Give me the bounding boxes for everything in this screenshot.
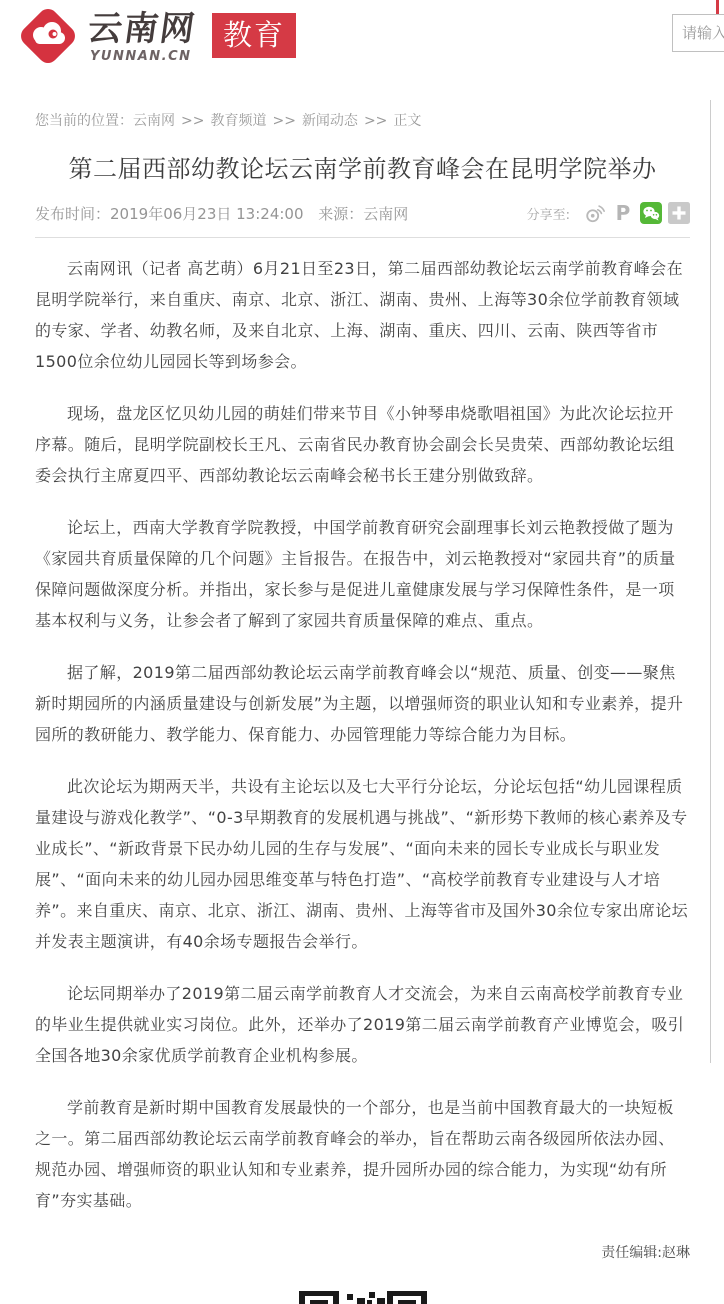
more-share-icon[interactable]	[668, 202, 690, 224]
breadcrumb-item-current: 正文	[393, 113, 422, 129]
article-paragraph: 学前教育是新时期中国教育发展最快的一个部分，也是当前中国教育最大的一块短板之一。第二届西部幼教论坛云南学前教育峰会的举办，旨在帮助云南各级园所依法办园、规范办园、增强师资的职业认知和专业素养，提升园所办园的综合能力，为实现“幼有所育”夯实基础。	[35, 1098, 675, 1210]
meta-divider	[35, 237, 690, 238]
article-paragraph: 现场，盘龙区忆贝幼儿园的萌娃们带来节目《小钟琴串烧歌唱祖国》为此次论坛拉开序幕。随后，昆明学院副校长王凡、云南省民办教育协会副会长吴贵荣、西部幼教论坛组委会执行主席夏四平、西部幼教论坛云南峰会秘书长王建分别做致辞。	[35, 404, 675, 485]
site-header	[0, 0, 724, 96]
p-share-icon[interactable]: P	[615, 201, 631, 225]
article-body	[35, 253, 690, 1216]
channel-badge-education[interactable]: 教育	[212, 13, 296, 58]
breadcrumb-item-news[interactable]: 新闻动态	[301, 113, 358, 129]
source-name: 云南网	[363, 204, 409, 223]
article-paragraph: 云南网讯（记者 高艺萌）6月21日至23日，第二届西部幼教论坛云南学前教育峰会在昆明学院举行，来自重庆、南京、北京、浙江、湖南、贵州、上海等30余位学前教育领域的专家、学者、幼教名师，及来自北京、上海、湖南、重庆、四川、云南、陕西等省市1500位余位幼儿园园长等到场参会。	[35, 259, 683, 371]
page-title: 第二届西部幼教论坛云南学前教育峰会在昆明学院举办	[68, 155, 657, 183]
publish-time: 2019年06月23日 13:24:00	[110, 204, 304, 223]
header-red-accent	[716, 0, 719, 14]
source-label: 来源：	[318, 204, 364, 223]
search-input[interactable]	[672, 14, 724, 52]
qr-code-image	[299, 1288, 427, 1304]
breadcrumb-item-channel[interactable]: 教育频道	[210, 113, 267, 129]
article-meta	[35, 203, 408, 224]
article-paragraph: 此次论坛为期两天半，共设有主论坛以及七大平行分论坛，分论坛包括“幼儿园课程质量建设与游戏化教学”、“0-3早期教育的发展机遇与挑战”、“新形势下教师的核心素养及专业成长”、“新政背景下民办幼儿园的生存与发展”、“面向未来的园长专业成长与职业发展”、“面向未来的幼儿园办园思维变革与特色打造”、“高校学前教育专业建设与人才培养”。来自重庆、南京、北京、浙江、湖南、贵州、上海等省市及国外30余位专家出席论坛并发表主题演讲，有40余场专题报告会举行。	[35, 777, 689, 951]
share-label: 分享至:	[526, 207, 570, 223]
share-bar	[527, 202, 690, 224]
site-name: 云南网	[85, 9, 199, 49]
weibo-share-icon[interactable]	[584, 202, 606, 224]
cloud-logo-icon	[16, 4, 80, 68]
breadcrumb-separator: >>	[363, 113, 388, 129]
breadcrumb-separator: >>	[181, 113, 205, 129]
article	[35, 152, 690, 1304]
article-paragraph: 据了解，2019第二届西部幼教论坛云南学前教育峰会以“规范、质量、创变——聚焦新时期园所的内涵质量建设与创新发展”为主题，以增强师资的职业认知和专业素养，提升园所的教研能力、教学能力、保育能力、办园管理能力等综合能力为目标。	[35, 663, 684, 744]
site-name-block	[85, 9, 199, 64]
wechat-share-icon[interactable]	[640, 202, 662, 224]
breadcrumb-item-home[interactable]: 云南网	[133, 113, 175, 129]
publish-time-label: 发布时间：	[35, 204, 111, 223]
site-domain: YUNNAN.CN	[90, 49, 192, 64]
breadcrumb	[35, 110, 724, 130]
editor-credit: 责任编辑:赵琳	[601, 1245, 690, 1261]
article-paragraph: 论坛上，西南大学教育学院教授，中国学前教育研究会副理事长刘云艳教授做了题为《家园共育质量保障的几个问题》主旨报告。在报告中，刘云艳教授对“家园共育”的质量保障问题做深度分析。并指出，家长参与是促进儿童健康发展与学习保障性条件，是一项基本权利与义务，让参会者了解到了家园共育质量保障的难点、重点。	[35, 518, 676, 630]
breadcrumb-separator: >>	[272, 113, 296, 129]
article-meta-row	[35, 202, 690, 224]
site-logo[interactable]	[16, 4, 296, 68]
article-paragraph: 论坛同期举办了2019第二届云南学前教育人才交流会，为来自云南高校学前教育专业的毕业生提供就业实习岗位。此外，还举办了2019第二届云南学前教育产业博览会，吸引全国各地30余家优质学前教育企业机构参展。	[35, 984, 685, 1065]
breadcrumb-label: 您当前的位置：	[35, 113, 133, 129]
content-right-border	[710, 100, 711, 1063]
